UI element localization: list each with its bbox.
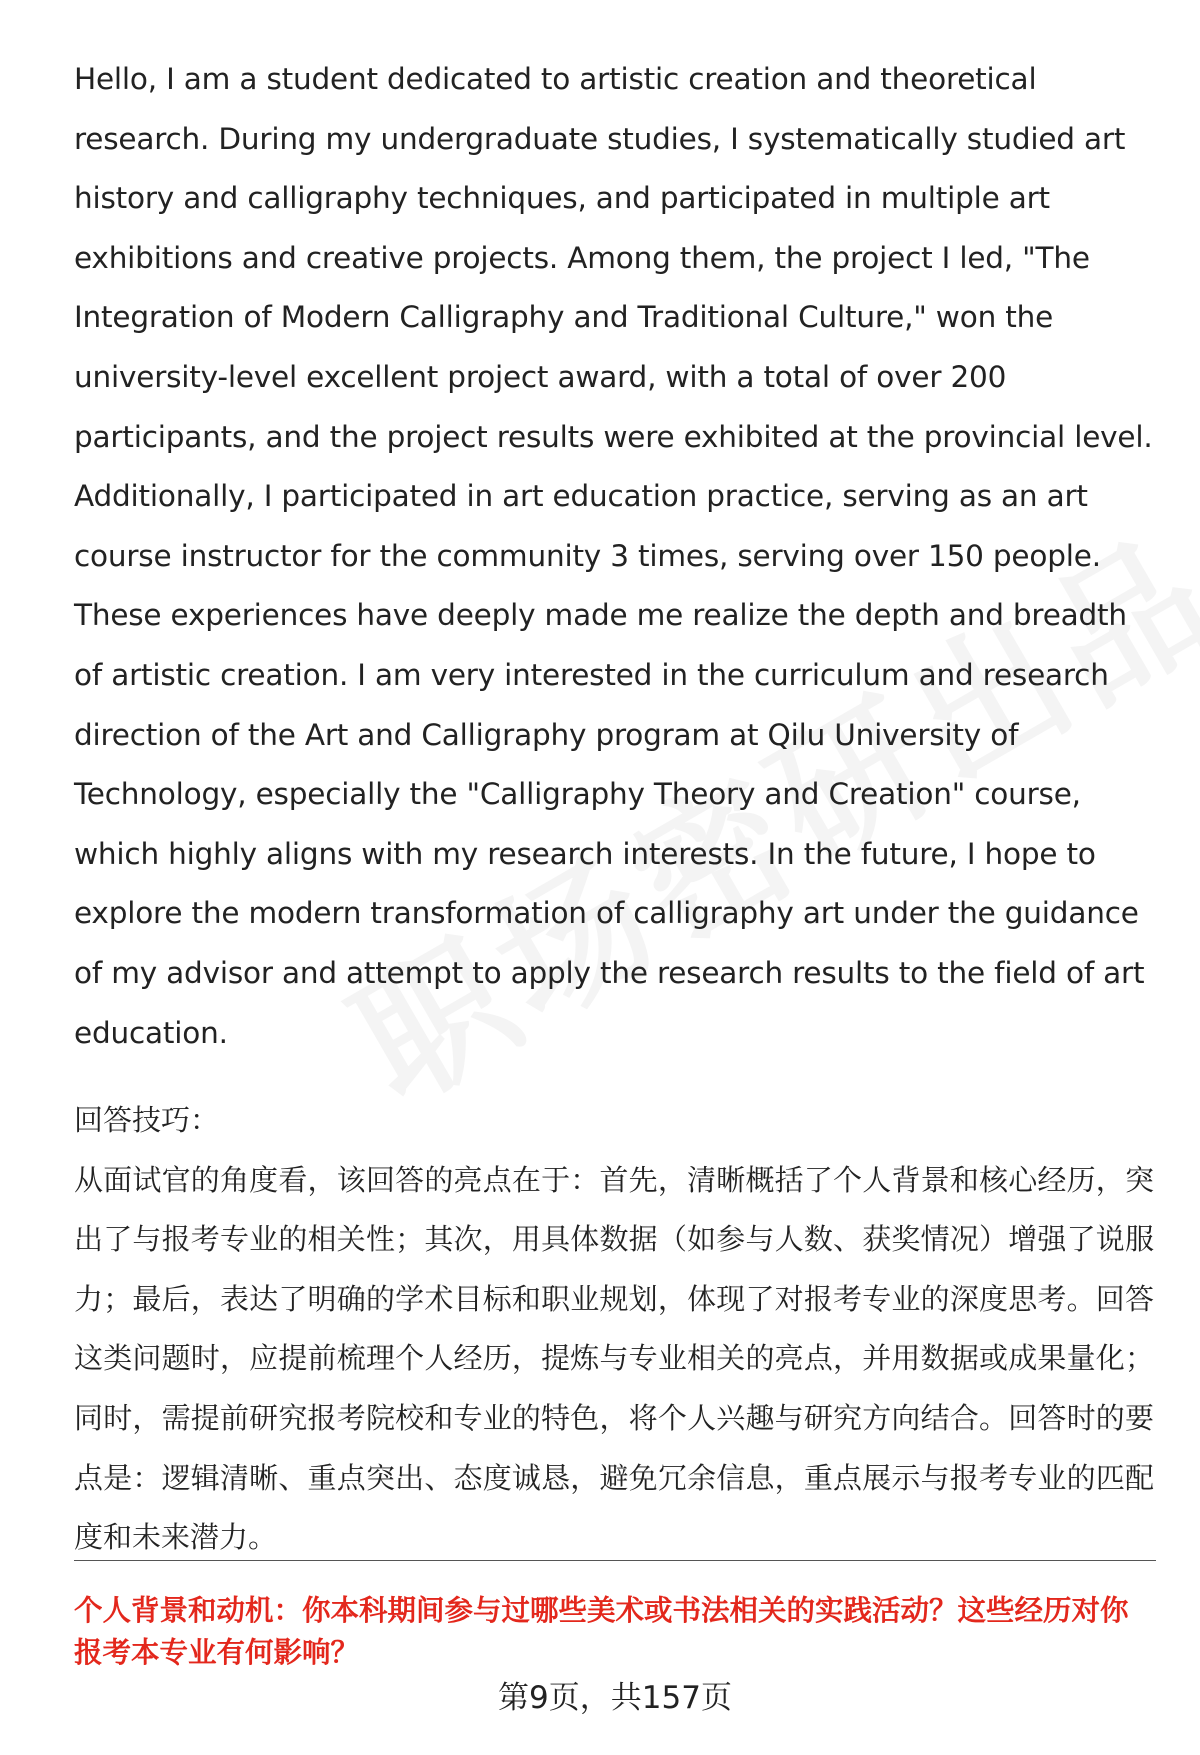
next-question-title: 个人背景和动机：你本科期间参与过哪些美术或书法相关的实践活动？这些经历对你报考本专业有何影响？: [74, 1594, 1129, 1669]
section-divider: [74, 1560, 1156, 1561]
answer-tips-heading: 回答技巧：: [74, 1103, 220, 1138]
sample-answer-paragraph: Hello, I am a student dedicated to artistic creation and theoretical research. During my undergraduate studies, I systematically studied art history and calligraphy techniques, and participated in multiple art exhibitions and creative projects. Among them, the project I led, "The Integration of Modern Calligraphy and Traditional Culture," won the university-level excellent project award, with a total of over 200 participants, and the project results were exhibited at the provincial level. Additionally, I participated in art education practice, serving as an art course instructor for the community 3 times, serving over 150 people. These experiences have deeply made me realize the depth and breadth of artistic creation. I am very interested in the curriculum and research direction of the Art and Calligraphy program at Qilu University of Technology, especially the "Calligraphy Theory and Creation" course, which highly aligns with my research interests. In the future, I hope to explore the modern transformation of calligraphy art under the guidance of my advisor and attempt to apply the research results to the field of art education.: [74, 62, 1153, 1050]
page-content: [74, 50, 1154, 1568]
page-number-footer: 第9页，共157页: [498, 1680, 732, 1716]
answer-tips-paragraph: 从面试官的角度看，该回答的亮点在于：首先，清晰概括了个人背景和核心经历，突出了与报考专业的相关性；其次，用具体数据（如参与人数、获奖情况）增强了说服力；最后，表达了明确的学术目标和职业规划，体现了对报考专业的深度思考。回答这类问题时，应提前梳理个人经历，提炼与专业相关的亮点，并用数据或成果量化；同时，需提前研究报考院校和专业的特色，将个人兴趣与研究方向结合。回答时的要点是：逻辑清晰、重点突出、态度诚恳，避免冗余信息，重点展示与报考专业的匹配度和未来潜力。: [74, 1162, 1154, 1555]
